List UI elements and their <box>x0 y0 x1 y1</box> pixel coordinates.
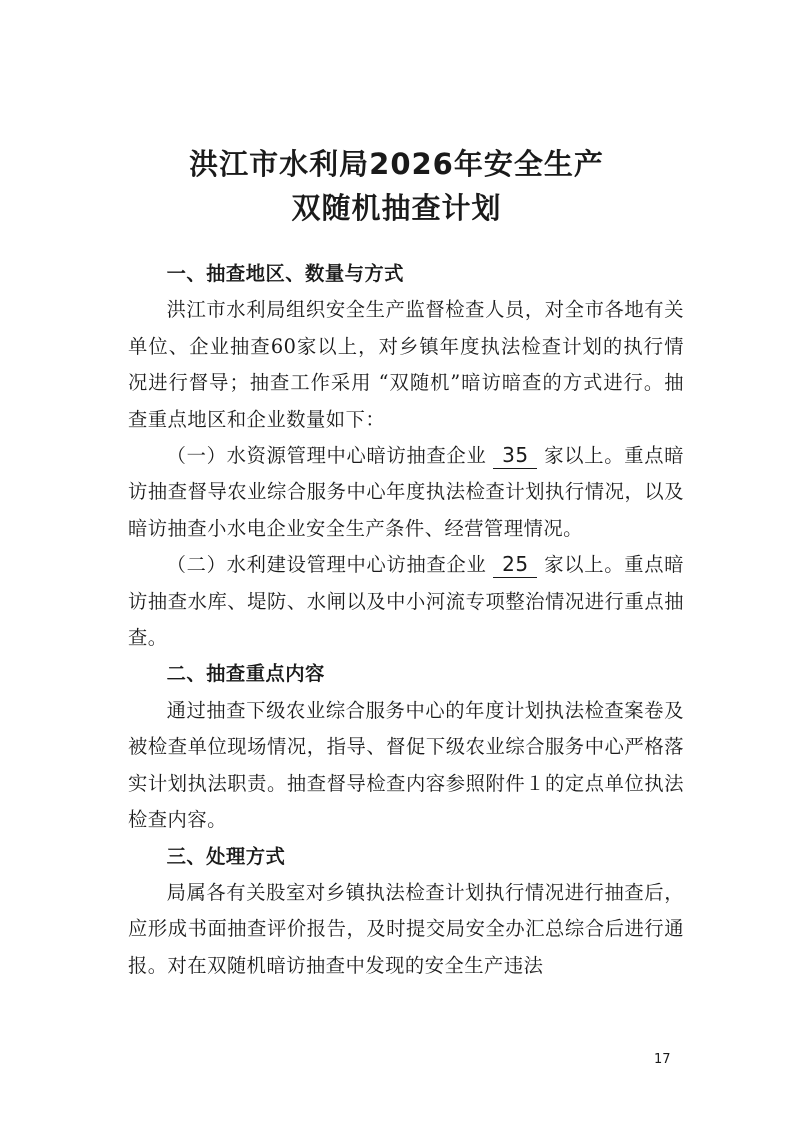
section2-paragraph: 通过抽查下级农业综合服务中心的年度计划执法检查案卷及被检查单位现场情况，指导、督促下级农业综合服务中心严格落实计划执法职责。抽查督导检查内容参照附件１的定点单位执法检查内容。 <box>128 698 684 832</box>
section3-heading: 三、处理方式 <box>166 844 286 868</box>
section1-heading: 一、抽查地区、数量与方式 <box>166 262 404 285</box>
page-number: 17 <box>654 1052 671 1067</box>
item1-suffix: 家以上。重点暗访抽查督导农业综合服务中心年度执法检查计划执行情况，以及暗访抽查小水电企业安全生产条件、经营管理情况。 <box>128 444 685 540</box>
section3-paragraph: 局属各有关股室对乡镇执法检查计划执行情况进行抽查后，应形成书面抽查评价报告，及时提交局安全办汇总综合后进行通报。对在双随机暗访抽查中发现的安全生产违法 <box>128 880 684 977</box>
item1-count: 35 <box>493 442 537 469</box>
item1-prefix: （一）水资源管理中心暗访抽查企业 <box>166 444 487 468</box>
item2-suffix: 家以上。重点暗访抽查水库、堤防、水闸以及中小河流专项整治情况进行重点抽查。 <box>128 553 685 650</box>
section2-heading: 二、抽查重点内容 <box>166 662 325 686</box>
section1-item1 <box>128 438 684 547</box>
section1-paragraph: 洪江市水利局组织安全生产监督检查人员，对全市各地有关单位、企业抽查60家以上，对乡镇年度执法检查计划的执行情况进行督导；抽查工作采用 “双随机”暗访暗查的方式进行。抽查重点地区和企业数量如下： <box>128 298 684 431</box>
item2-prefix: （二）水利建设管理中心访抽查企业 <box>166 553 487 577</box>
document-body <box>128 256 684 984</box>
document-title-line2: 双随机抽查计划 <box>291 191 502 225</box>
document-title-line1: 洪江市水利局2026年安全生产 <box>189 147 604 181</box>
item2-count: 25 <box>493 551 537 578</box>
section1-item2 <box>128 547 684 656</box>
